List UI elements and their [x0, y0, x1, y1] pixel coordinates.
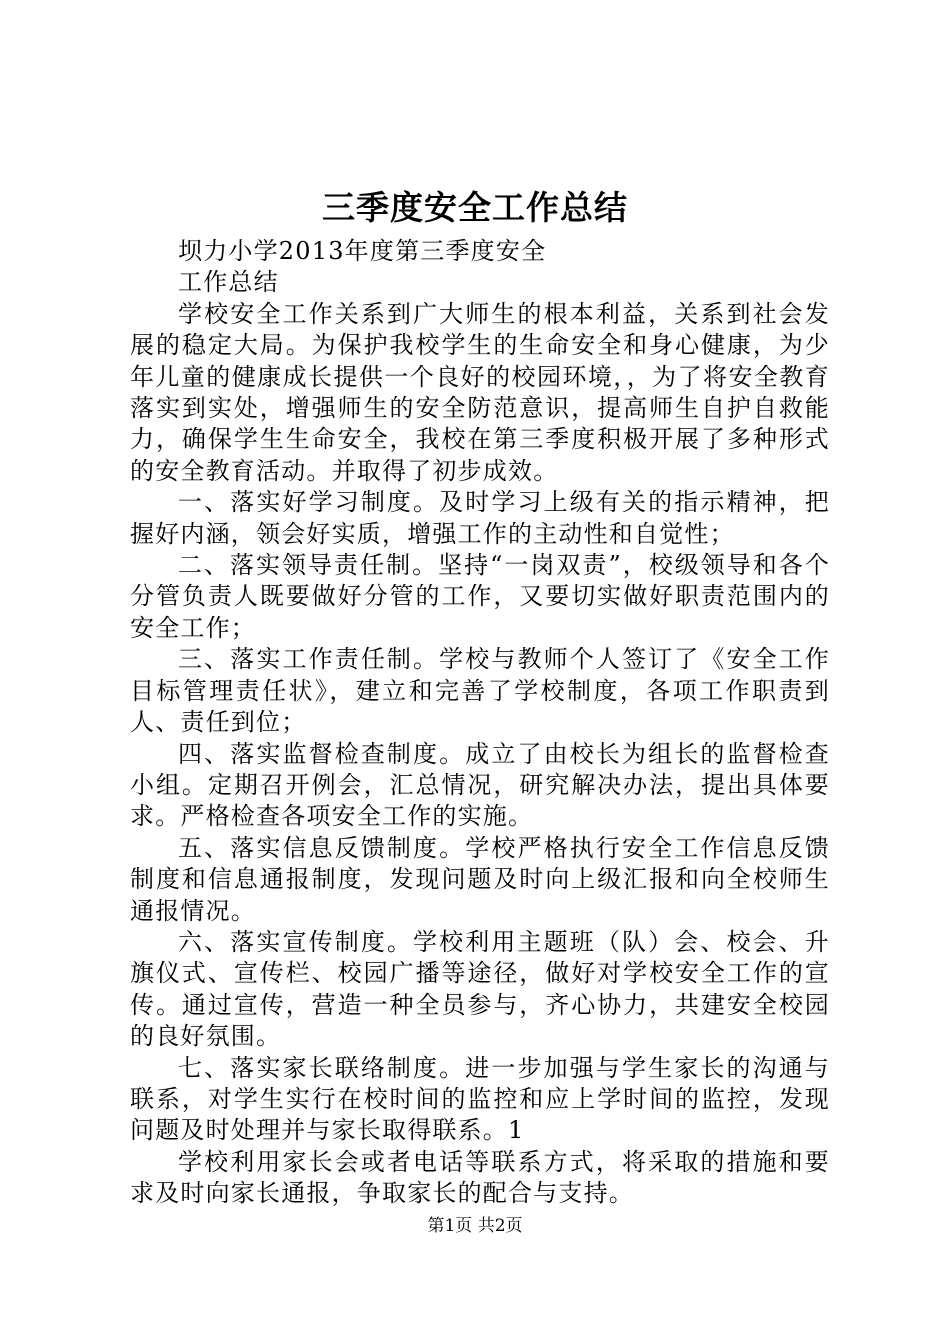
paragraph-item-2: 二、落实领导责任制。坚持“一岗双责”，校级领导和各个分管负责人既要做好分管的工作，又要切实做好职责范围内的安全工作； — [130, 551, 830, 642]
page-footer: 第1页 共2页 — [427, 1216, 523, 1236]
subtitle-line-2: 工作总结 — [178, 268, 279, 297]
document-title: 三季度安全工作总结 — [322, 188, 628, 227]
paragraph-item-4: 四、落实监督检查制度。成立了由校长为组长的监督检查小组。定期召开例会，汇总情况，研究解决办法，提出具体要求。严格检查各项安全工作的实施。 — [130, 739, 830, 831]
document-body — [130, 236, 830, 1210]
paragraph-item-6: 六、落实宣传制度。学校利用主题班（队）会、校会、升旗仪式、宣传栏、校园广播等途径，做好对学校安全工作的宣传。通过宣传，营造一种全员参与，齐心协力，共建安全校园的良好氛围。 — [130, 927, 830, 1051]
paragraph-closing: 学校利用家长会或者电话等联系方式，将采取的措施和要求及时向家长通报，争取家长的配合与支持。 — [130, 1147, 830, 1208]
paragraph-intro: 学校安全工作关系到广大师生的根本利益，关系到社会发展的稳定大局。为保护我校学生的生命安全和身心健康，为少年儿童的健康成长提供一个良好的校园环境，，为了将安全教育落实到实处，增强师生的安全防范意识，提高师生自护自救能力，确保学生生命安全，我校在第三季度积极开展了多种形式的安全教育活动。并取得了初步成效。 — [130, 299, 830, 485]
paragraph-item-3: 三、落实工作责任制。学校与教师个人签订了《安全工作目标管理责任状》，建立和完善了学校制度，各项工作职责到人、责任到位； — [130, 645, 830, 737]
paragraph-item-1: 一、落实好学习制度。及时学习上级有关的指示精神，把握好内涵，领会好实质，增强工作的主动性和自觉性； — [130, 488, 830, 548]
subtitle-line-1: 坝力小学2013年度第三季度安全 — [178, 237, 547, 265]
paragraph-item-7: 七、落实家长联络制度。进一步加强与学生家长的沟通与联系，对学生实行在校时间的监控和应上学时间的监控，发现问题及时处理并与家长取得联系。1 — [130, 1053, 830, 1145]
paragraph-item-5: 五、落实信息反馈制度。学校严格执行安全工作信息反馈制度和信息通报制度，发现问题及时向上级汇报和向全校师生通报情况。 — [130, 833, 830, 925]
